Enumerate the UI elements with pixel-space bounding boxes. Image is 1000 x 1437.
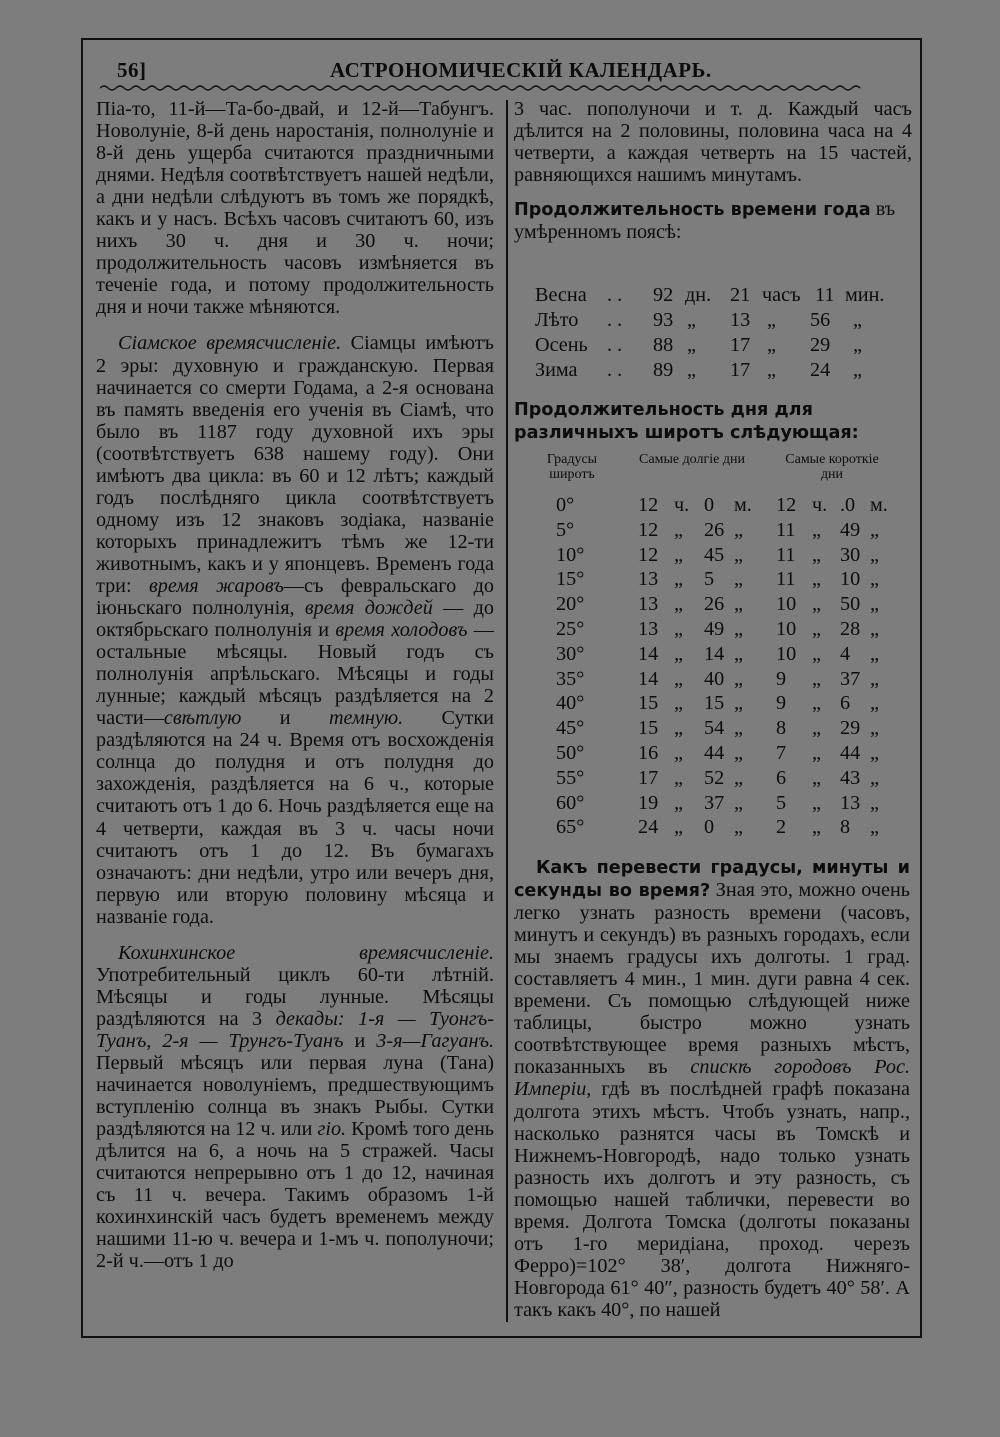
season-name: Весна [535, 284, 587, 306]
lat-row [514, 717, 914, 742]
short-hours: 6 [776, 766, 787, 789]
conversion-text-b: гдѣ въ послѣдней графѣ показана долгота этихъ мѣстъ. Чтобъ узнать, напр., насколько разнятся часы въ Томскѣ и Нижнемъ-Новгородѣ, надо только узнать разность ихъ долготъ и эту разность, съ помощью нашей таблички, перевести во время. Долгота Томска (долготы показаны отъ 1-го меридіана, проход. черезъ Ферро)=102° 38′, долгота Нижняго-Новгорода 61° 40″, разность будетъ 40° 58′. А такъ какъ 40°, по нашей [514, 1078, 910, 1321]
page-number: 56] [117, 58, 147, 82]
lat-row [514, 816, 914, 841]
short-minutes-unit: „ [870, 742, 879, 764]
short-hours-unit: „ [812, 642, 821, 665]
short-hours: 2 [776, 816, 787, 839]
lat-degree: 10° [556, 543, 585, 566]
lat-row [514, 767, 914, 792]
long-hours-unit: „ [674, 766, 683, 789]
siam-italic-3: время холодовъ [335, 619, 468, 642]
right-column-top [514, 98, 912, 243]
short-minutes: .0 [840, 494, 856, 516]
long-minutes-unit: „ [734, 692, 743, 715]
season-row [535, 334, 905, 359]
top-border [82, 38, 922, 40]
season-hours: 17 [730, 359, 751, 381]
long-minutes: 14 [704, 642, 725, 665]
cochin-text-d: Кромѣ того день дѣлится на 6, а ночь на 5 стражей. Часы считаются непрерывно отъ 1 до 12, начиная съ 11 ч. вечера. Такимъ образомъ 1-й кохинхинскій часъ будетъ временемъ между нашими 11-ю ч. вечера и 1-мъ ч. пополуночи; 2-й ч.—отъ 1 до [96, 1118, 494, 1273]
lat-row [514, 792, 914, 817]
siam-italic-5: темную. [328, 707, 404, 730]
short-minutes-unit: „ [870, 518, 879, 541]
long-hours: 17 [638, 766, 659, 789]
season-hours: 21 [730, 284, 751, 306]
long-hours-unit: „ [674, 568, 683, 591]
lat-row [514, 593, 914, 618]
long-minutes: 26 [704, 518, 725, 541]
long-hours-unit: „ [674, 642, 683, 665]
short-hours-unit: „ [812, 692, 821, 715]
long-minutes: 54 [704, 717, 725, 740]
short-minutes-unit: „ [870, 642, 879, 665]
long-minutes: 0 [704, 494, 715, 516]
siam-text-d: — остальные мѣсяцы. Новый годъ съ полнолунія апрѣльскаго. Мѣсяцы и годы лунные; каждый мѣсяцъ раздѣляется на 2 части— [96, 619, 494, 730]
long-hours: 13 [638, 593, 659, 616]
long-hours-unit: „ [674, 742, 683, 764]
short-minutes-unit: „ [870, 618, 879, 640]
short-hours: 10 [776, 642, 797, 665]
long-minutes: 44 [704, 742, 725, 764]
season-dots: . . [607, 309, 623, 331]
short-minutes: 30 [840, 543, 861, 566]
bottom-border [81, 1336, 922, 1338]
season-mins-unit: мин. [845, 284, 885, 306]
season-name: Осень [535, 334, 588, 356]
long-hours: 19 [638, 791, 659, 814]
long-minutes-unit: „ [734, 766, 743, 789]
season-row [535, 359, 905, 384]
season-hours-unit: „ [767, 359, 776, 381]
siam-text-b: —съ февральскаго до іюньскаго полнолунія, [96, 574, 494, 620]
seasons-heading-rest: въ умѣренномъ поясѣ: [514, 198, 896, 244]
right-column-bottom [514, 856, 910, 1321]
long-minutes: 5 [704, 568, 715, 591]
short-hours: 10 [776, 618, 797, 640]
season-days-unit: „ [687, 334, 696, 356]
cochin-text-c: Первый мѣсяцъ или первая луна (Тана) начинается новолуніемъ, предшествующимъ вступленію солнца въ знакъ Рыбы. Сутки раздѣляются на 12 ч. или [96, 1051, 494, 1141]
short-minutes-unit: м. [870, 494, 888, 516]
cochin-italic-1: декады: 1-я — Туонгъ-Туанъ, 2-я — Трунгъ-Туанъ [96, 1007, 494, 1052]
latitude-heading-text: Продолжительность дня для различныхъ широтъ слѣдующая: [514, 400, 859, 444]
left-paragraph-1 [96, 98, 494, 318]
long-minutes: 26 [704, 593, 725, 616]
season-dots: . . [607, 284, 623, 306]
season-days: 88 [653, 334, 674, 356]
short-hours-unit: „ [812, 791, 821, 814]
season-hours: 17 [730, 334, 751, 356]
season-mins: 11 [815, 284, 835, 306]
long-minutes: 15 [704, 692, 725, 715]
lat-row [514, 544, 914, 569]
season-dots: . . [607, 359, 623, 381]
long-minutes-unit: „ [734, 568, 743, 591]
long-minutes: 45 [704, 543, 725, 566]
short-hours-unit: ч. [812, 494, 828, 516]
season-days: 93 [653, 309, 674, 331]
lat-degree: 40° [556, 692, 585, 715]
long-minutes-unit: „ [734, 667, 743, 690]
short-minutes: 28 [840, 618, 861, 640]
short-hours-unit: „ [812, 618, 821, 640]
long-minutes-unit: „ [734, 742, 743, 764]
lat-degree: 65° [556, 816, 585, 839]
season-name: Зима [535, 359, 578, 381]
short-minutes: 10 [840, 568, 861, 591]
conversion-text-a: Зная это, можно очень легко узнать разность времени (часовъ, минутъ и секундъ) въ разныхъ городахъ, если мы знаемъ градусы ихъ долготы. 1 град. составляетъ 4 мин., 1 мин. дуги равна 4 сек. времени. Съ помощью слѣдующей ниже таблицы, быстро можно узнать соотвѣтствующее время разныхъ мѣстъ, показанныхъ въ [514, 879, 910, 1079]
season-dots: . . [607, 334, 623, 356]
short-minutes-unit: „ [870, 593, 879, 616]
short-hours: 5 [776, 791, 787, 814]
short-minutes: 4 [840, 642, 851, 665]
long-hours: 12 [638, 518, 659, 541]
short-minutes: 50 [840, 593, 861, 616]
season-days: 89 [653, 359, 674, 381]
short-minutes: 49 [840, 518, 861, 541]
short-minutes: 8 [840, 816, 851, 839]
siam-text-a: Сіамцы имѣютъ 2 эры: духовную и гражданскую. Первая начинается со смерти Годама, а 2-я основана въ память введенія его ученія въ Сіамѣ, что было въ 1187 году духовной ихъ эры (соотвѣтствуетъ 638 нашему году). Они имѣютъ два цикла: въ 60 и 12 лѣтъ; каждый годъ послѣдняго цикла соотвѣтствуетъ одному изъ 12 знаковъ зодіака, названіе которыхъ принадлежитъ тѣмъ же 12-ти животнымъ, какъ и у японцевъ. Временъ года три: [96, 332, 494, 597]
long-hours: 15 [638, 692, 659, 715]
season-mins-unit: „ [853, 309, 862, 331]
season-mins-unit: „ [853, 334, 862, 356]
running-title: АСТРОНОМИЧЕСКІЙ КАЛЕНДАРЬ. [330, 58, 712, 82]
lat-col-header-shortest: Самые короткіе дни [785, 452, 879, 482]
seasons-table [535, 284, 905, 384]
season-days-unit: „ [687, 359, 696, 381]
long-hours-unit: „ [674, 543, 683, 566]
short-minutes-unit: „ [870, 543, 879, 566]
season-hours-unit: „ [767, 334, 776, 356]
short-minutes-unit: „ [870, 816, 879, 839]
seasons-heading [514, 198, 912, 243]
season-row [535, 284, 905, 309]
short-hours: 12 [776, 494, 797, 516]
long-hours: 24 [638, 816, 659, 839]
seasons-heading-bold: Продолжительность времени года [514, 200, 871, 221]
long-hours: 14 [638, 667, 659, 690]
short-hours: 11 [776, 543, 796, 566]
lat-degree: 60° [556, 791, 585, 814]
short-minutes-unit: „ [870, 692, 879, 715]
lat-degree: 5° [556, 518, 575, 541]
right-border [920, 38, 922, 1338]
lat-row [514, 519, 914, 544]
long-minutes-unit: „ [734, 791, 743, 814]
short-minutes-unit: „ [870, 766, 879, 789]
long-hours: 12 [638, 543, 659, 566]
left-border [81, 38, 83, 1338]
lat-degree: 25° [556, 618, 585, 640]
left-p1-text: Піа-то, 11-й—Та-бо-двай, и 12-й—Табунгъ. Новолуніе, 8-й день наростанія, полнолуніе и 8-й день ущерба считаются праздничными днями. Недѣля соотвѣтствуетъ нашей недѣли, а дни недѣли слѣдуютъ въ томъ же порядкѣ, какъ и у насъ. Всѣхъ часовъ считаютъ 60, изъ нихъ 30 ч. дня и 30 ч. ночи; продолжительность часовъ измѣняется въ теченіе года, и потому продолжительность дня и ночи также мѣняются. [96, 98, 494, 319]
cochin-text-b: и [343, 1029, 377, 1052]
short-hours-unit: „ [812, 667, 821, 690]
long-hours: 13 [638, 568, 659, 591]
short-minutes: 37 [840, 667, 861, 690]
short-hours: 11 [776, 518, 796, 541]
long-hours-unit: „ [674, 618, 683, 640]
cochin-section-title: Кохинхинское времясчисленіе. [118, 941, 494, 964]
siam-italic-4: свѣтлую [163, 707, 242, 730]
latitude-heading-block [514, 398, 912, 444]
lat-row [514, 568, 914, 593]
short-minutes: 43 [840, 766, 861, 789]
long-minutes: 40 [704, 667, 725, 690]
season-days-unit: дн. [685, 284, 712, 306]
short-hours-unit: „ [812, 816, 821, 839]
lat-degree: 45° [556, 717, 585, 740]
season-hours-unit: „ [767, 309, 776, 331]
lat-degree: 35° [556, 667, 585, 690]
long-minutes-unit: „ [734, 518, 743, 541]
long-minutes-unit: „ [734, 618, 743, 640]
lat-degree: 20° [556, 593, 585, 616]
long-hours-unit: „ [674, 692, 683, 715]
long-hours: 12 [638, 494, 659, 516]
long-minutes-unit: „ [734, 717, 743, 740]
long-minutes-unit: „ [734, 593, 743, 616]
long-hours-unit: „ [674, 791, 683, 814]
long-hours: 16 [638, 742, 659, 764]
latitude-heading [514, 398, 912, 444]
siam-text-e: и [241, 707, 329, 730]
short-minutes: 44 [840, 742, 861, 764]
long-hours-unit: „ [674, 518, 683, 541]
lat-row [514, 692, 914, 717]
long-hours-unit: „ [674, 667, 683, 690]
long-minutes: 37 [704, 791, 725, 814]
season-name: Лѣто [535, 309, 579, 331]
short-minutes: 13 [840, 791, 861, 814]
short-hours-unit: „ [812, 518, 821, 541]
long-minutes-unit: м. [734, 494, 752, 516]
siam-text-c: — до октябрьскаго полнолунія и [96, 597, 494, 642]
lat-row [514, 742, 914, 767]
lat-row [514, 668, 914, 693]
cochin-text-a: Употребительный циклъ 60-ти лѣтній. Мѣсяцы и годы лунные. Мѣсяцы раздѣляются на 3 [96, 963, 494, 1030]
short-hours: 9 [776, 667, 787, 690]
long-minutes: 0 [704, 816, 715, 839]
siam-italic-1: время жаровъ [149, 574, 284, 597]
lat-col-header-degrees: Градусы широтъ [546, 452, 598, 482]
header-wavy-rule [100, 84, 905, 92]
short-minutes-unit: „ [870, 791, 879, 814]
lat-degree: 15° [556, 568, 585, 591]
season-hours-unit: часъ [762, 284, 801, 306]
short-minutes: 29 [840, 717, 861, 740]
long-hours: 15 [638, 717, 659, 740]
long-minutes-unit: „ [734, 642, 743, 665]
long-hours-unit: „ [674, 593, 683, 616]
short-hours-unit: „ [812, 766, 821, 789]
short-hours-unit: „ [812, 742, 821, 764]
column-divider [506, 100, 508, 1322]
long-minutes-unit: „ [734, 816, 743, 839]
short-hours: 10 [776, 593, 797, 616]
short-minutes-unit: „ [870, 717, 879, 740]
season-mins: 24 [810, 359, 831, 381]
siam-italic-2: время дождей [304, 597, 433, 620]
cochin-italic-2: 3-я—Гагуанъ. [376, 1029, 494, 1052]
season-mins: 56 [810, 309, 831, 331]
left-column [96, 98, 494, 1272]
right-p1-text: 3 час. пополуночи и т. д. Каждый часъ дѣлится на 2 половины, половина часа на 4 четверти, а каждая четверть на 15 частей, равняющихся нашимъ минутамъ. [514, 98, 912, 187]
long-hours: 13 [638, 618, 659, 640]
short-hours: 8 [776, 717, 787, 740]
season-mins-unit: „ [853, 359, 862, 381]
long-minutes: 52 [704, 766, 725, 789]
siam-text-f: Сутки раздѣляются на 24 ч. Время отъ восхожденія солнца до полудня и отъ полудня до захожденія, раздѣляется на 6 ч., которые считаютъ отъ 1 до 6. Ночь раздѣляется еще на 4 четверти, каждая въ 3 ч. часы ночи считаютъ отъ 1 до 12. Въ бумагахъ означаютъ: дни недѣли, утро или вечеръ дня, первую или вторую половину мѣсяца и названіе года. [96, 707, 494, 928]
right-paragraph-conversion [514, 856, 910, 1321]
short-hours: 7 [776, 742, 787, 764]
short-minutes: 6 [840, 692, 851, 715]
left-paragraph-siam [96, 332, 494, 927]
long-minutes-unit: „ [734, 543, 743, 566]
right-paragraph-1 [514, 98, 912, 186]
lat-degree: 30° [556, 642, 585, 665]
long-hours-unit: „ [674, 717, 683, 740]
latitude-table [514, 452, 914, 852]
season-days-unit: „ [687, 309, 696, 331]
short-hours: 11 [776, 568, 796, 591]
short-hours-unit: „ [812, 568, 821, 591]
season-mins: 29 [810, 334, 831, 356]
lat-degree: 50° [556, 742, 585, 764]
conversion-italic: спискѣ городовъ Рос. Имперіи, [514, 1056, 910, 1101]
season-hours: 13 [730, 309, 751, 331]
long-minutes: 49 [704, 618, 725, 640]
short-minutes-unit: „ [870, 568, 879, 591]
short-hours-unit: „ [812, 717, 821, 740]
lat-row [514, 494, 914, 519]
season-row [535, 309, 905, 334]
short-minutes-unit: „ [870, 667, 879, 690]
lat-degree: 0° [556, 494, 575, 516]
lat-row [514, 618, 914, 643]
long-hours-unit: ч. [674, 494, 690, 516]
left-paragraph-cochinchina [96, 942, 494, 1273]
short-hours-unit: „ [812, 543, 821, 566]
season-days: 92 [653, 284, 674, 306]
long-hours: 14 [638, 642, 659, 665]
lat-row [514, 643, 914, 668]
short-hours: 9 [776, 692, 787, 715]
short-hours-unit: „ [812, 593, 821, 616]
conversion-question: Какъ перевести градусы, минуты и секунды во время? [514, 858, 910, 902]
long-hours-unit: „ [674, 816, 683, 839]
lat-col-header-longest: Самые долгіе дни [639, 452, 745, 467]
cochin-italic-3: гіо. [317, 1118, 347, 1141]
lat-degree: 55° [556, 766, 585, 789]
siam-section-title: Сіамское времясчисленіе. [118, 332, 342, 355]
